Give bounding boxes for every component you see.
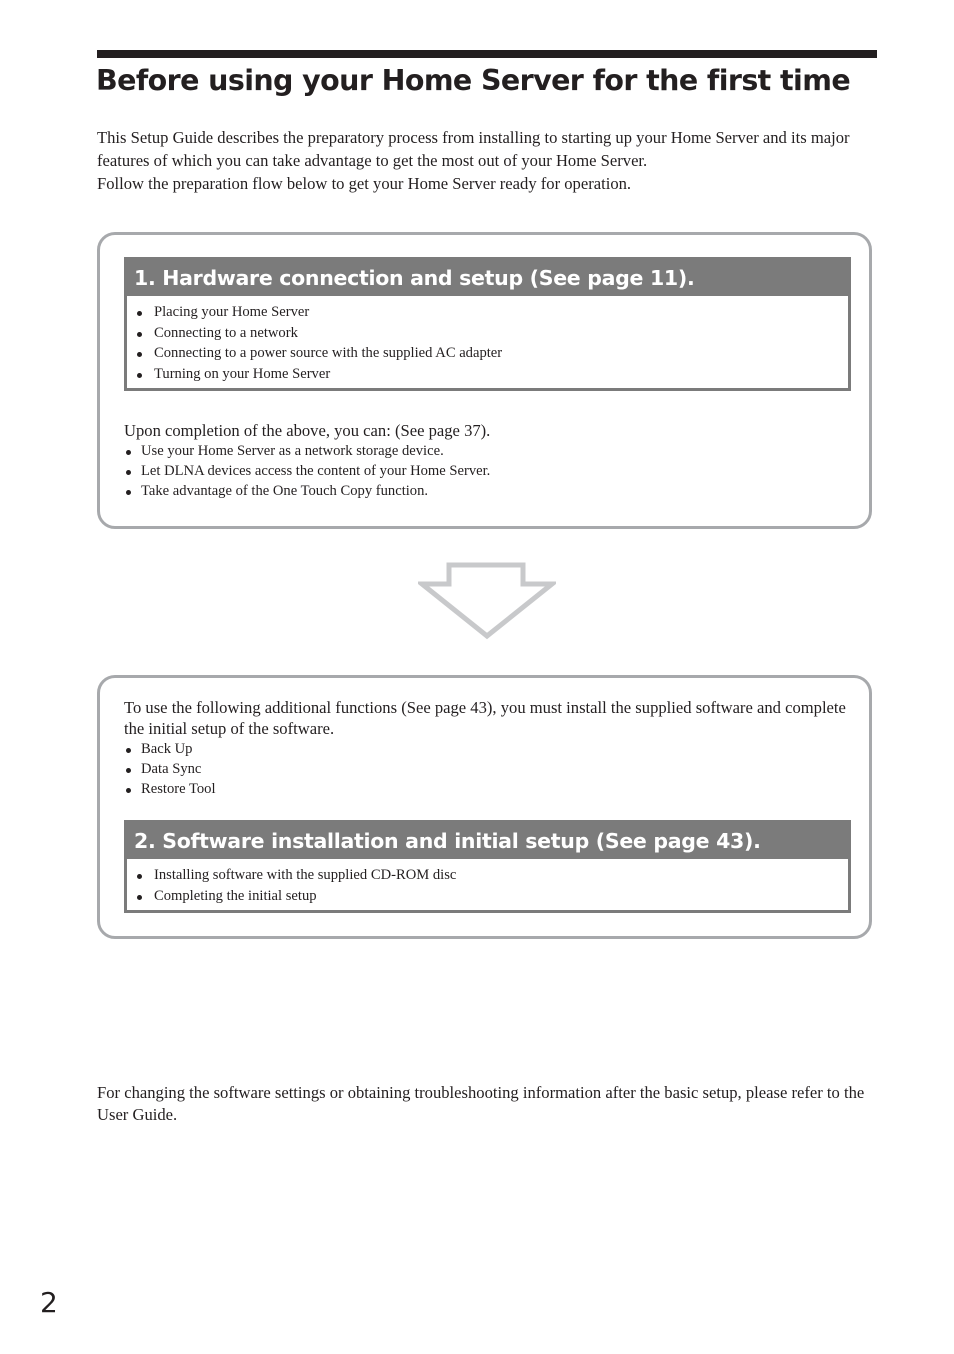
- list-item: Use your Home Server as a network storage device.: [141, 441, 849, 461]
- completion-text: Upon completion of the above, you can: (See page 37).: [124, 421, 491, 440]
- step1-completion: [124, 420, 849, 501]
- step2-heading: 2. Software installation and initial setup (See page 43).: [127, 823, 848, 859]
- down-arrow-icon: [418, 562, 556, 640]
- footer-note: [97, 1082, 877, 1126]
- step1-box: [97, 232, 872, 529]
- list-item: Back Up: [141, 739, 849, 759]
- list-item: Turning on your Home Server: [154, 364, 848, 385]
- step2-list: [127, 859, 848, 910]
- page-number: 2: [40, 1286, 58, 1319]
- completion-list: [124, 441, 849, 501]
- step2-section: [124, 820, 851, 913]
- list-item: Take advantage of the One Touch Copy function.: [141, 481, 849, 501]
- intro-paragraph: This Setup Guide describes the preparatory process from installing to starting up your Home Server and its major features of which you can take advantage to get the most out of your Home Server.: [97, 128, 850, 170]
- step2-intro: [124, 697, 849, 799]
- list-item: Completing the initial setup: [154, 886, 848, 907]
- intro-paragraph: Follow the preparation flow below to get your Home Server ready for operation.: [97, 174, 632, 193]
- page-title: Before using your Home Server for the first time: [96, 64, 851, 97]
- list-item: Let DLNA devices access the content of your Home Server.: [141, 461, 849, 481]
- list-item: Data Sync: [141, 759, 849, 779]
- list-item: Connecting to a network: [154, 323, 848, 344]
- step2-intro-text: To use the following additional functions (See page 43), you must install the supplied software and complete the initial setup of the software.: [124, 698, 846, 738]
- footer-note-text: For changing the software settings or obtaining troubleshooting information after the basic setup, please refer to the User Guide.: [97, 1083, 865, 1124]
- step1-heading: 1. Hardware connection and setup (See page 11).: [127, 260, 848, 296]
- intro-text: [97, 126, 887, 195]
- step2-box: [97, 675, 872, 939]
- list-item: Installing software with the supplied CD-ROM disc: [154, 865, 848, 886]
- step1-list: [127, 296, 848, 388]
- title-rule: [97, 50, 877, 58]
- list-item: Placing your Home Server: [154, 302, 848, 323]
- function-list: [124, 739, 849, 799]
- list-item: Connecting to a power source with the supplied AC adapter: [154, 343, 848, 364]
- step1-section: [124, 257, 851, 391]
- list-item: Restore Tool: [141, 779, 849, 799]
